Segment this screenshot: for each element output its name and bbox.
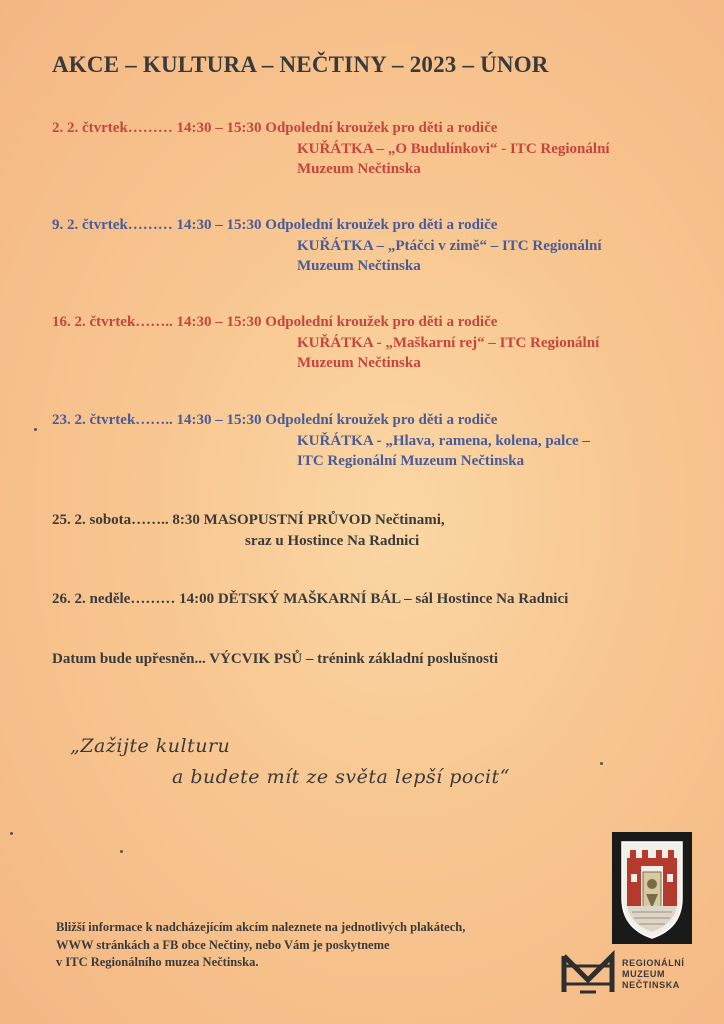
museum-logo-icon [560, 950, 616, 998]
event-line: Muzeum Nečtinska [297, 355, 421, 371]
quote-line: a budete mít ze světa lepší pocit“ [172, 766, 510, 788]
info-text [56, 919, 465, 972]
event-item [52, 215, 602, 277]
event-line: Muzeum Nečtinska [297, 161, 421, 177]
event-vycvik: Datum bude upřesněn... VÝCVIK PSŮ – trénink základní poslušnosti [52, 651, 499, 667]
event-masopust [52, 510, 445, 551]
event-head: 2. 2. čtvrtek……… 14:30 – 15:30 Odpolední kroužek pro děti a rodiče [52, 120, 498, 136]
scan-speck [120, 850, 123, 853]
event-line: KUŘÁTKA – „Ptáčci v zimě“ – ITC Regionální [297, 237, 602, 254]
event-line: KUŘÁTKA – „O Budulínkovi“ - ITC Regionální [297, 140, 610, 157]
event-item [52, 118, 610, 180]
event-line: Muzeum Nečtinska [297, 258, 421, 274]
logo-line: REGIONÁLNÍ [622, 958, 685, 968]
logo-line: MUZEUM [622, 969, 666, 979]
museum-logo [560, 950, 700, 998]
scan-speck [10, 832, 13, 835]
page-title: AKCE – KULTURA – NEČTINY – 2023 – ÚNOR [52, 52, 549, 77]
museum-logo-text [622, 958, 685, 991]
info-line: v ITC Regionálního muzea Nečtinska. [56, 955, 259, 969]
event-line: sraz u Hostince Na Radnici [245, 532, 420, 549]
event-head: 9. 2. čtvrtek……… 14:30 – 15:30 Odpolední kroužek pro děti a rodiče [52, 217, 498, 233]
event-item [52, 410, 590, 472]
logo-line: NEČTINSKA [622, 980, 680, 990]
event-head: 25. 2. sobota…….. 8:30 MASOPUSTNÍ PRŮVOD Nečtinami, [52, 512, 445, 528]
info-line: WWW stránkách a FB obce Nečtiny, nebo Vám je poskytneme [56, 937, 390, 952]
event-line: ITC Regionální Muzeum Nečtinska [297, 453, 525, 469]
event-line: KUŘÁTKA - „Hlava, ramena, kolena, palce – [297, 432, 590, 449]
event-bal: 26. 2. neděle……… 14:00 DĚTSKÝ MAŠKARNÍ BÁL – sál Hostince Na Radnici [52, 591, 569, 607]
info-line: Bližší informace k nadcházejícím akcím naleznete na jednotlivých plakátech, [56, 920, 466, 934]
event-head: 23. 2. čtvrtek…….. 14:30 – 15:30 Odpolední kroužek pro děti a rodiče [52, 412, 498, 428]
event-head: 16. 2. čtvrtek…….. 14:30 – 15:30 Odpolední kroužek pro děti a rodiče [52, 314, 498, 330]
quote-line: „Zažijte kulturu [70, 735, 231, 757]
event-line: KUŘÁTKA - „Maškarní rej“ – ITC Regionální [297, 334, 600, 351]
coat-of-arms-icon [612, 832, 692, 944]
scan-speck [600, 762, 603, 765]
event-item [52, 312, 599, 374]
scan-speck [34, 428, 37, 431]
